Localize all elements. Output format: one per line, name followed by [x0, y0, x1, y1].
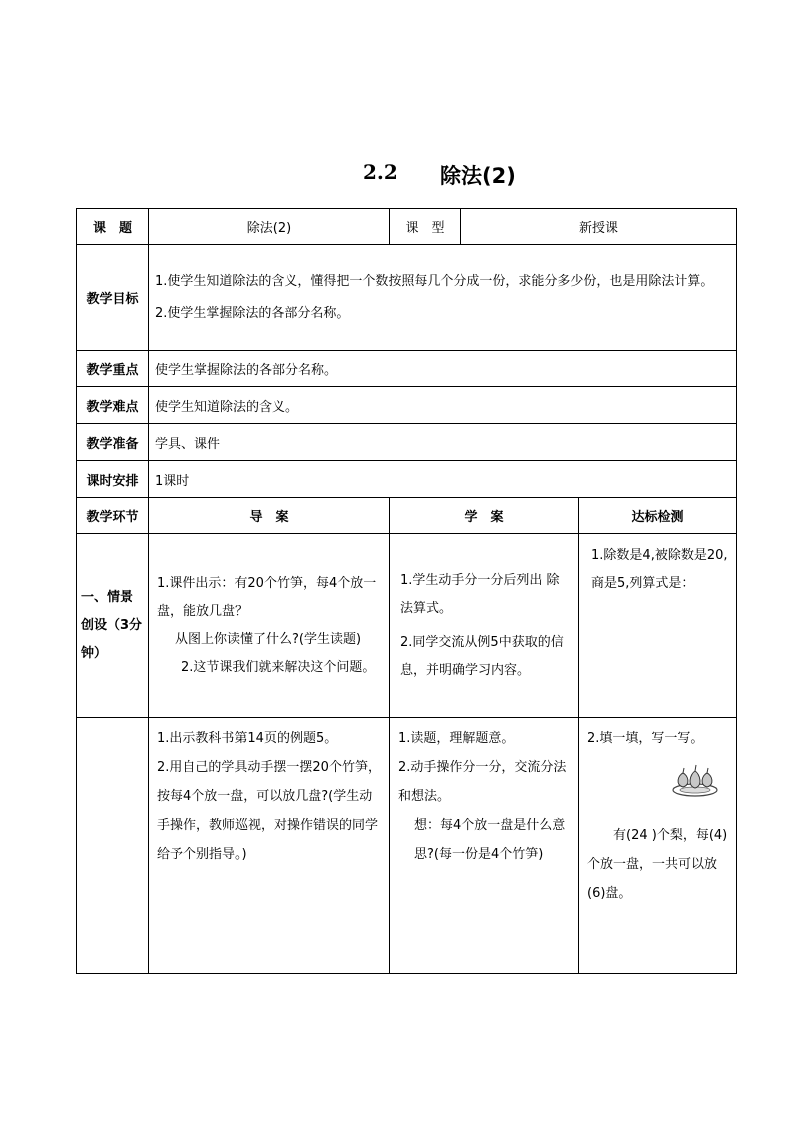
row-hours: [77, 461, 737, 498]
difficult-value: 使学生知道除法的含义。: [149, 387, 737, 424]
row-key: [77, 351, 737, 387]
section2-guide: [149, 718, 390, 974]
section1-label: 一、情景创设（3分钟）: [77, 534, 149, 718]
row-topic: [77, 209, 737, 245]
row-goal: [77, 245, 737, 351]
section2-check-2: 有(24 )个梨，每(4)个放一盘，一共可以放(6)盘。: [587, 828, 728, 901]
label-goal: 教学目标: [77, 245, 149, 351]
section2-study-2: 2.动手操作分一分，交流分法和想法。: [398, 760, 567, 804]
row-section-1: [77, 534, 737, 718]
type-value: 新授课: [461, 209, 737, 245]
header-stage: 教学环节: [77, 498, 149, 534]
goal-line-2: 2.使学生掌握除法的各部分名称。: [155, 305, 350, 321]
section2-label: [77, 718, 149, 974]
header-study: 学 案: [390, 498, 579, 534]
row-header: [77, 498, 737, 534]
section1-guide: [149, 534, 390, 718]
label-prep: 教学准备: [77, 424, 149, 461]
key-value: 使学生掌握除法的各部分名称。: [149, 351, 737, 387]
section1-study: [390, 534, 579, 718]
section2-guide-2: 2.用自己的学具动手摆一摆20个竹笋，按每4个放一盘，可以放几盘?(学生动手操作，教师巡视，对操作错误的同学给予个别指导。): [157, 760, 381, 862]
label-hours: 课时安排: [77, 461, 149, 498]
label-difficult: 教学难点: [77, 387, 149, 424]
section1-guide-1: 1.课件出示：有20个竹笋，每4个放一盘，能放几盘？: [157, 575, 377, 619]
pear-plate-image: [587, 759, 728, 803]
section2-check: [579, 718, 737, 974]
row-difficult: [77, 387, 737, 424]
section2-study-3: 想：每4个放一盘是什么意思?(每一份是4个竹笋): [414, 818, 566, 862]
section2-guide-1: 1.出示教科书第14页的例题5。: [157, 731, 338, 746]
prep-value: 学具、课件: [149, 424, 737, 461]
goal-cell: [149, 245, 737, 351]
label-topic: 课 题: [77, 209, 149, 245]
section2-study: [390, 718, 579, 974]
section1-guide-3: 2.这节课我们就来解决这个问题。: [181, 659, 376, 675]
page-title: [0, 160, 794, 192]
header-check: 达标检测: [579, 498, 737, 534]
section2-study-1: 1.读题，理解题意。: [398, 731, 515, 746]
section1-check: 1.除数是4,被除数是20,商是5,列算式是：: [579, 534, 737, 718]
goal-line-1: 1.使学生知道除法的含义，懂得把一个数按照每几个分成一份，求能分多少份，也是用除法计算。: [155, 273, 714, 289]
row-section-2: [77, 718, 737, 974]
title-name: 除法(2): [440, 164, 516, 188]
pear-plate-icon: [670, 759, 720, 799]
section1-study-2: 2.同学交流从例5中获取的信息，并明确学习内容。: [400, 634, 564, 678]
lesson-plan-table: [76, 208, 737, 974]
section1-guide-2: 从图上你读懂了什么?(学生读题): [175, 631, 362, 647]
row-prep: [77, 424, 737, 461]
header-guide: 导 案: [149, 498, 390, 534]
label-key: 教学重点: [77, 351, 149, 387]
section2-check-1: 2.填一填，写一写。: [587, 731, 704, 746]
title-number: 2.2: [363, 160, 398, 184]
topic-value: 除法(2): [149, 209, 390, 245]
hours-value: 1课时: [149, 461, 737, 498]
section1-study-1: 1.学生动手分一分后列出 除法算式。: [400, 572, 560, 616]
label-type: 课 型: [390, 209, 461, 245]
